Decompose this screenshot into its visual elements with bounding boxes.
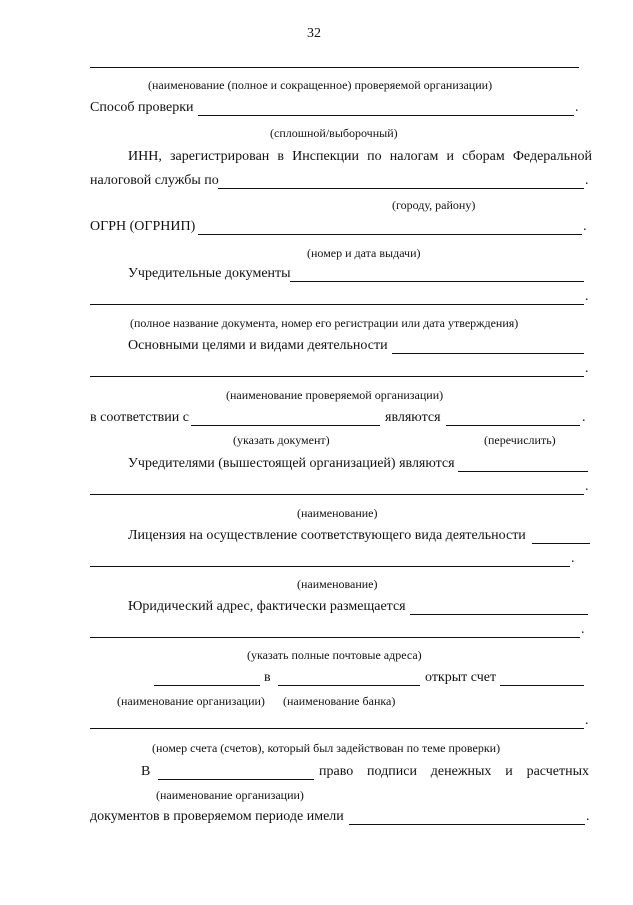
caption-postal-addresses: (указать полные почтовые адреса) xyxy=(247,648,422,662)
label-main-goals: Основными целями и видами деятельности xyxy=(128,338,388,353)
page-number: 32 xyxy=(307,26,321,41)
blank-line-enumerate[interactable] xyxy=(446,425,580,426)
period: . xyxy=(582,410,586,425)
label-founders: Учредителями (вышестоящей организацией) являются xyxy=(128,456,455,471)
blank-line-ogrn[interactable] xyxy=(198,234,582,235)
blank-line-method[interactable] xyxy=(198,115,574,116)
caption-org-full-short: (наименование (полное и сокращенное) проверяемой организации) xyxy=(148,78,493,92)
period: . xyxy=(581,622,585,637)
period: . xyxy=(585,713,589,728)
label-in-cap: В xyxy=(141,764,151,779)
blank-line-bank[interactable] xyxy=(278,685,420,686)
blank-line-document[interactable] xyxy=(191,425,380,426)
period: . xyxy=(586,809,590,824)
label-legal-address: Юридический адрес, фактически размещается xyxy=(128,599,406,614)
caption-bank-name: (наименование банка) xyxy=(283,694,396,708)
caption-city-district: (городу, району) xyxy=(392,198,476,212)
blank-line-license-cont[interactable] xyxy=(90,566,570,567)
label-opened-account: открыт счет xyxy=(425,670,497,685)
caption-enumerate: (перечислить) xyxy=(484,433,556,447)
blank-line-founders-cont[interactable] xyxy=(90,494,584,495)
period: . xyxy=(583,219,587,234)
caption-org-name-2: (наименование организации) xyxy=(156,788,304,802)
period: . xyxy=(571,551,575,566)
label-are: являются xyxy=(385,410,441,425)
label-license: Лицензия на осуществление соответствующего вида деятельности xyxy=(128,528,526,543)
label-signing-rights: право подписи денежных и расчетных xyxy=(319,764,589,779)
blank-line-tax-office[interactable] xyxy=(218,188,584,189)
label-founding-docs: Учредительные документы xyxy=(128,266,291,281)
blank-line-founders[interactable] xyxy=(458,471,588,472)
blank-line-founding-docs-cont[interactable] xyxy=(90,304,584,305)
label-ogrn: ОГРН (ОГРНИП) xyxy=(90,219,196,234)
label-method: Способ проверки xyxy=(90,100,194,115)
caption-number-date: (номер и дата выдачи) xyxy=(307,246,421,260)
caption-name-1: (наименование) xyxy=(297,506,378,520)
label-inn-line1: ИНН, зарегистрирован в Инспекции по налогам и сборам Федеральной xyxy=(128,149,592,164)
blank-line-founding-docs[interactable] xyxy=(290,281,584,282)
blank-line-legal-address[interactable] xyxy=(410,614,588,615)
label-inn-line2: налоговой службы по xyxy=(90,173,219,188)
label-in: в xyxy=(264,670,271,685)
caption-method-type: (сплошной/выборочный) xyxy=(270,126,398,140)
label-documents-period: документов в проверяемом периоде имели xyxy=(90,809,344,824)
caption-org-name-checked: (наименование проверяемой организации) xyxy=(226,388,444,402)
blank-line-documents-period[interactable] xyxy=(349,824,585,825)
blank-line-organization-2[interactable] xyxy=(158,779,314,780)
label-in-accordance: в соответствии с xyxy=(90,410,189,425)
caption-account-numbers: (номер счета (счетов), который был задействован по теме проверки) xyxy=(152,741,501,755)
blank-line-main-goals-cont[interactable] xyxy=(90,376,584,377)
blank-line-main-goals[interactable] xyxy=(392,353,584,354)
caption-specify-document: (указать документ) xyxy=(233,433,330,447)
blank-line-license[interactable] xyxy=(532,543,590,544)
period: . xyxy=(585,173,589,188)
caption-doc-full-name: (полное название документа, номер его регистрации или дата утверждения) xyxy=(130,316,519,330)
period: . xyxy=(585,289,589,304)
caption-name-2: (наименование) xyxy=(297,577,378,591)
period: . xyxy=(585,361,589,376)
period: . xyxy=(585,479,589,494)
blank-line-organization[interactable] xyxy=(154,685,260,686)
blank-line-org-name[interactable] xyxy=(90,67,579,68)
blank-line-account[interactable] xyxy=(500,685,584,686)
caption-org-name-1: (наименование организации) xyxy=(117,694,265,708)
period: . xyxy=(575,100,579,115)
blank-line-legal-address-cont[interactable] xyxy=(90,637,580,638)
blank-line-account-cont[interactable] xyxy=(90,728,584,729)
